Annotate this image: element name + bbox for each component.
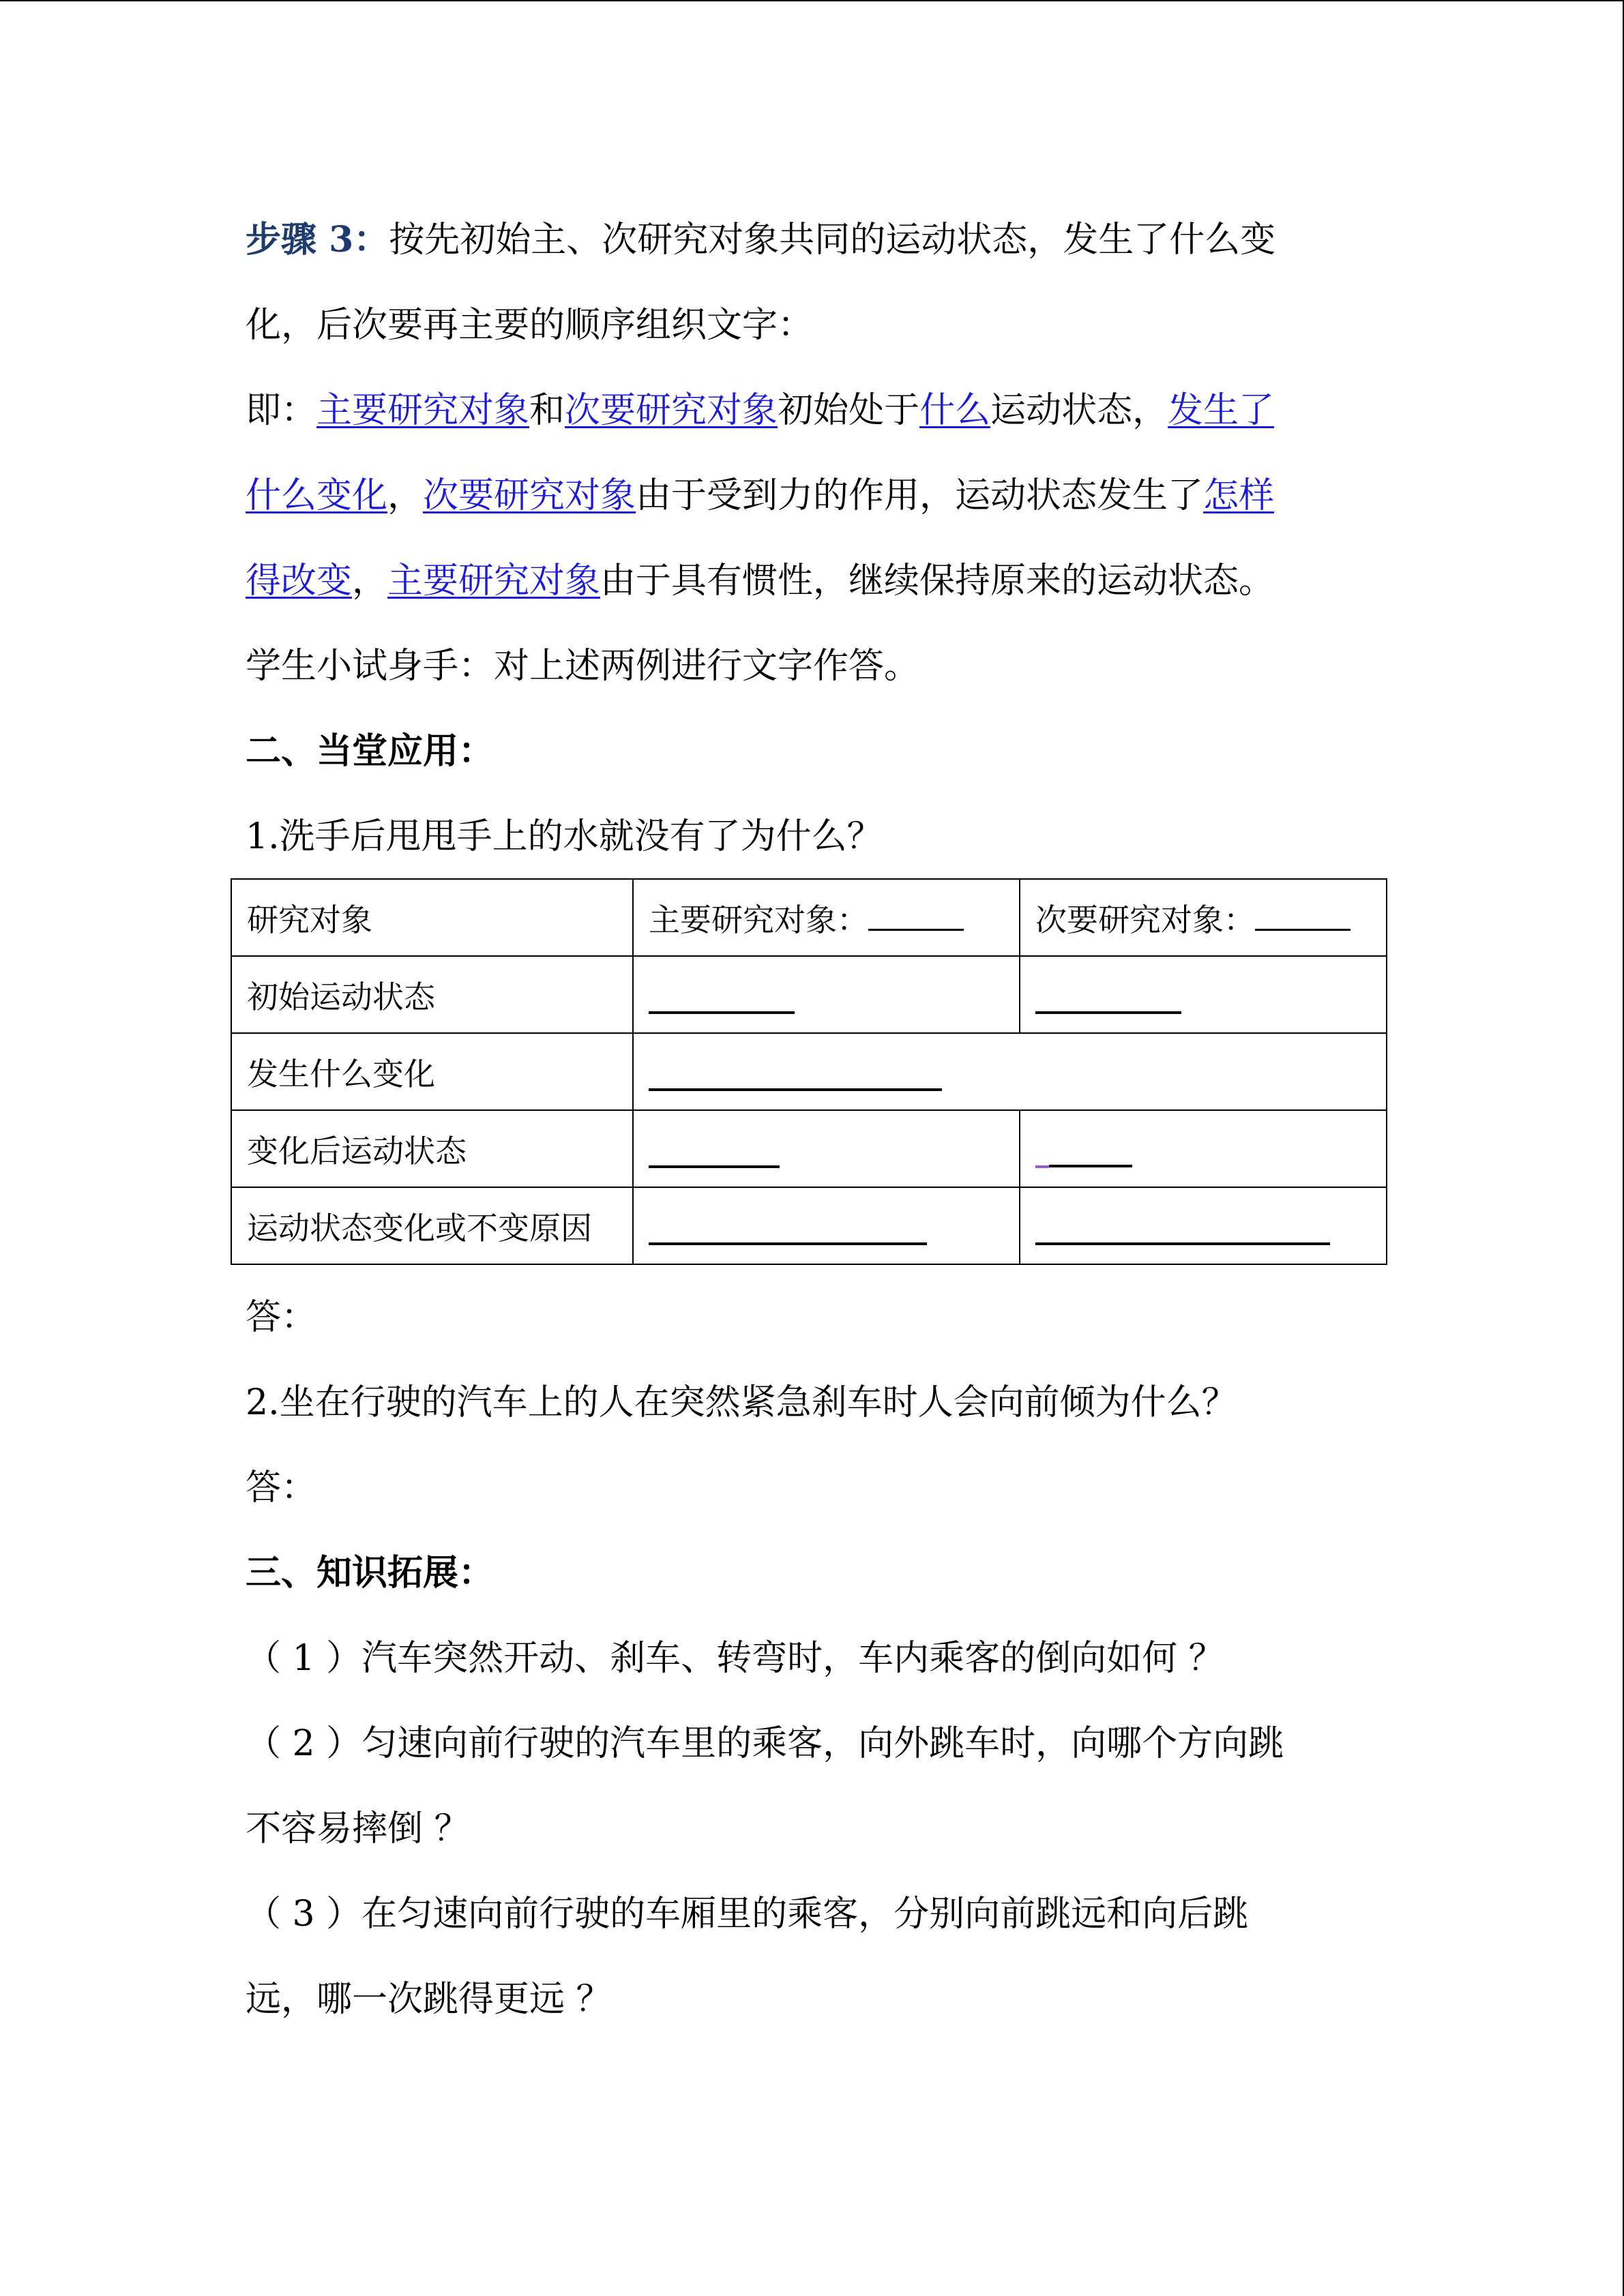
extension-item-3-line1: （ 3 ）在匀速向前行驶的车厢里的乘客，分别向前跳远和向后跳 [246,1894,1249,1935]
step3-line2: 化，后次要再主要的顺序组织文字： [246,305,814,346]
template-comma1: ， [387,475,424,516]
try-text: 学生小试身手：对上述两例进行文字作答。 [246,646,920,687]
minor-object-header: 次要研究对象： [1035,901,1255,938]
answer-2-label: 答： [246,1467,317,1508]
template-inertia-text: 由于具有惯性，继续保持原来的运动状态。 [600,561,1275,601]
extension-item-2-line1: （ 2 ）匀速向前行驶的汽车里的乘客，向外跳车时，向哪个方向跳 [246,1723,1284,1764]
template-line1 [246,387,1274,434]
template-comma2: ， [352,561,388,601]
table-cell-blank [1020,1110,1387,1187]
page-top-border [0,0,1624,1]
link-minor-object-1[interactable]: 次要研究对象 [565,390,778,431]
question-1: 1.洗手后甩甩手上的水就没有了为什么？ [246,816,883,857]
main-object-header: 主要研究对象： [649,901,868,938]
template-prefix: 即： [246,390,317,431]
after-state-minor-blank[interactable] [1049,1147,1132,1167]
after-state-main-blank[interactable] [649,1148,780,1168]
reason-minor-blank[interactable] [1035,1225,1330,1245]
table-cell-blank [633,956,1020,1033]
table-cell-blank [1020,956,1387,1033]
table-cell-label: 初始运动状态 [231,956,633,1033]
table-cell-label: 变化后运动状态 [231,1110,633,1187]
initial-state-minor-blank[interactable] [1035,994,1181,1014]
extension-item-1: （ 1 ）汽车突然开动、刹车、转弯时，车内乘客的倒向如何 ？ [246,1638,1224,1679]
table-row [231,1033,1387,1110]
table-cell-blank [1020,1187,1387,1264]
table-row [231,879,1387,956]
table-row [231,1110,1387,1187]
step3-line1 [246,216,1275,264]
step3-text-line1: 按先初始主、次研究对象共同的运动状态，发生了什么变 [389,220,1276,260]
template-line3 [246,557,1274,605]
template-force-text: 由于受到力的作用，运动状态发生了 [636,475,1204,516]
change-blank[interactable] [649,1071,942,1091]
question-2: 2.坐在行驶的汽车上的人在突然紧急刹车时人会向前倾为什么？ [246,1382,1237,1423]
purple-mark [1035,1165,1049,1168]
extension-item-2-line2: 不容易摔倒 ？ [246,1808,470,1849]
section2-title: 二、当堂应用： [246,730,494,772]
template-and: 和 [529,390,565,431]
link-change-b[interactable]: 什么变化 [246,475,388,516]
main-object-blank[interactable] [868,901,964,931]
table-cell-blank [633,1187,1020,1264]
minor-object-blank[interactable] [1255,901,1350,931]
link-main-object-2[interactable]: 主要研究对象 [387,561,601,601]
table-cell-label: 研究对象 [231,879,633,956]
link-main-object-1[interactable]: 主要研究对象 [316,390,530,431]
extension-item-3-line2: 远，哪一次跳得更远 ？ [246,1979,612,2020]
table-cell-blank [633,1033,1387,1110]
reason-main-blank[interactable] [649,1225,927,1245]
step3-label: 步骤 3： [246,219,389,260]
link-what[interactable]: 什么 [919,390,991,431]
template-line2 [246,472,1274,520]
initial-state-main-blank[interactable] [649,994,795,1014]
link-how-a[interactable]: 怎样 [1203,475,1275,516]
table-cell-label: 运动状态变化或不变原因 [231,1187,633,1264]
link-how-b[interactable]: 得改变 [246,561,353,601]
table-cell-blank [633,1110,1020,1187]
answer-1-label: 答： [246,1297,317,1338]
table-cell-label: 发生什么变化 [231,1033,633,1110]
template-initial: 初始处于 [778,390,920,431]
table-row [231,1187,1387,1264]
table-row [231,956,1387,1033]
link-change-a[interactable]: 发生了 [1168,390,1275,431]
table-cell-main-header [633,879,1020,956]
table-cell-minor-header [1020,879,1387,956]
section3-title: 三、知识拓展： [246,1552,494,1594]
link-minor-object-2[interactable]: 次要研究对象 [423,475,636,516]
analysis-table [231,878,1387,1265]
template-motion-state: 运动状态， [990,390,1168,431]
